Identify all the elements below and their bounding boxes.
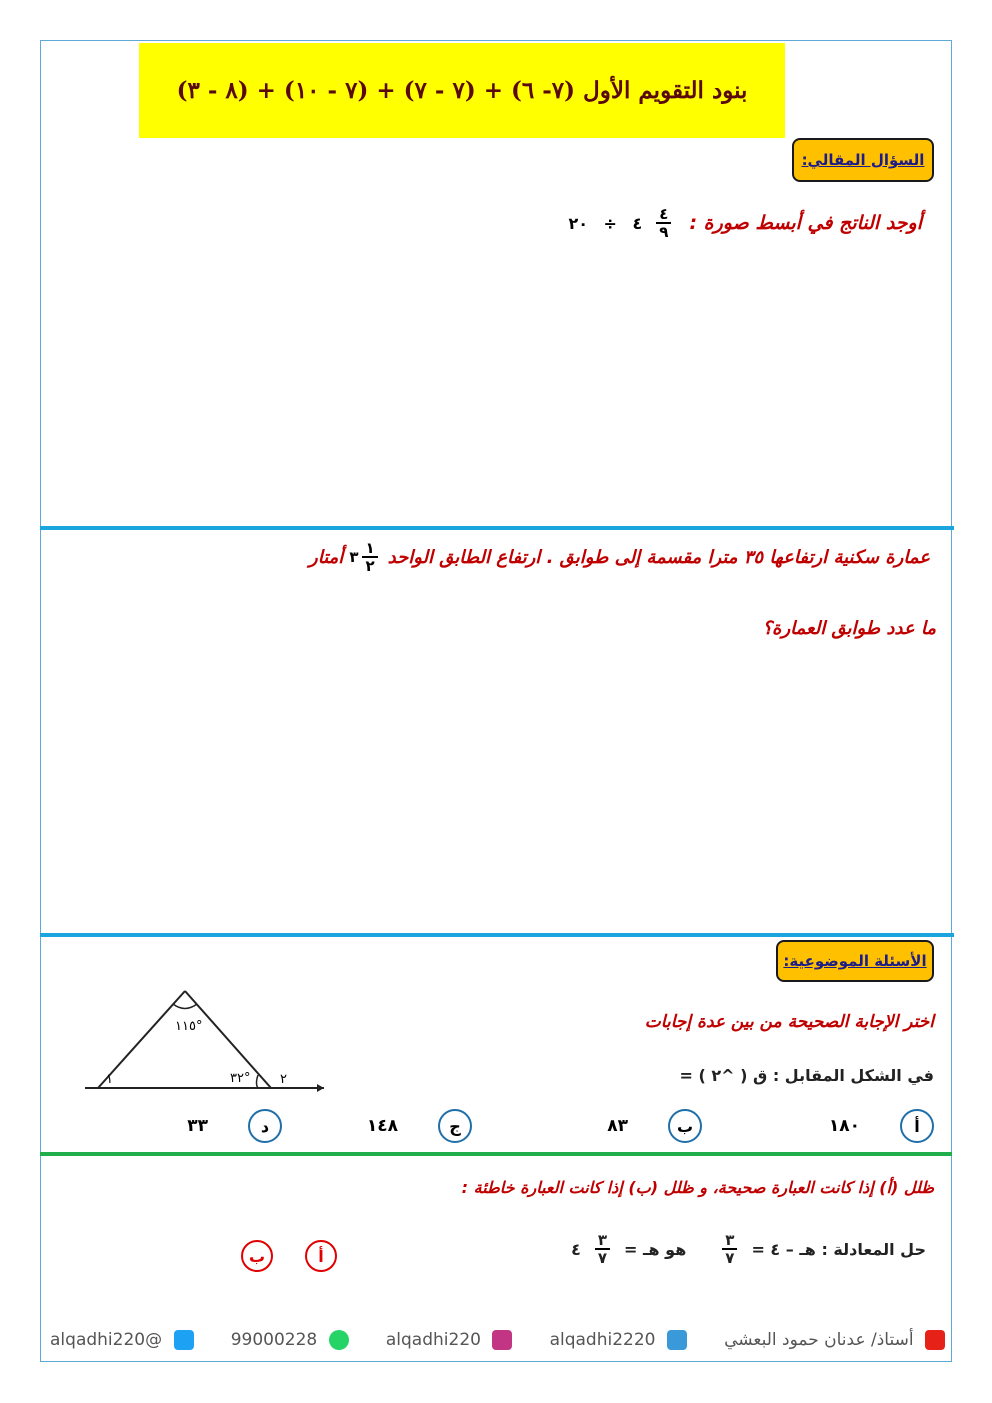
footer-twitter[interactable] bbox=[50, 1330, 194, 1350]
word-problem-fraction bbox=[362, 540, 377, 574]
tf-instruction: ظلل (أ) إذا كانت العبارة صحيحة، و ظلل (ب) إذا كانت العبارة خاطئة : bbox=[461, 1178, 934, 1197]
tf-option-true[interactable]: أ bbox=[305, 1240, 337, 1272]
choice-c-letter: ج bbox=[438, 1109, 472, 1143]
wp-frac-num: ١ bbox=[362, 540, 377, 558]
word-problem-line2: ما عدد طوابق العمارة؟ bbox=[762, 618, 936, 639]
triangle-right-side bbox=[185, 991, 271, 1088]
word-problem-mixed-number bbox=[349, 540, 381, 574]
choice-d-value: ٣٣ bbox=[187, 1116, 208, 1136]
wp-whole: ٣ bbox=[349, 548, 359, 566]
tf-frac2-den: ٧ bbox=[597, 1249, 608, 1267]
tf-question-b: هو هـ = bbox=[624, 1239, 687, 1259]
instagram-icon bbox=[492, 1330, 512, 1350]
tf-fraction-2 bbox=[595, 1232, 610, 1266]
header-banner bbox=[139, 43, 785, 138]
angle-top-label: ١١٥° bbox=[175, 1019, 203, 1034]
footer-instagram-label: alqadhi220 bbox=[385, 1330, 481, 1350]
tf-frac1-num: ٣ bbox=[722, 1232, 737, 1250]
essay-tag-label: السؤال المقالي: bbox=[801, 151, 925, 169]
objective-tag bbox=[776, 940, 934, 982]
footer-twitter-label: @alqadhi220 bbox=[50, 1330, 163, 1350]
choice-b[interactable] bbox=[607, 1108, 702, 1144]
choice-d[interactable] bbox=[187, 1108, 282, 1144]
tf-frac1-den: ٧ bbox=[725, 1249, 735, 1267]
choice-a[interactable] bbox=[829, 1108, 934, 1144]
top-angle-arc bbox=[173, 1004, 197, 1009]
choice-a-letter: أ bbox=[900, 1109, 934, 1143]
essay-prompt: أوجد الناتج في أبسط صورة : bbox=[689, 212, 922, 234]
angle-2-label: ٢ bbox=[280, 1072, 287, 1087]
essay-frac-num: ٤ bbox=[656, 206, 671, 224]
tf-question-c: ٤ bbox=[571, 1239, 581, 1259]
word-problem-text-b: أمتار bbox=[309, 546, 344, 568]
banner-title: بنود التقويم الأول (٧- ٦) + (٧ - ٧) + (٧ - ١٠) + (٨ - ٣) bbox=[176, 77, 748, 104]
essay-tag bbox=[792, 138, 934, 182]
essay-expression bbox=[568, 206, 675, 240]
essay-frac-den: ٩ bbox=[659, 223, 669, 241]
divider-2 bbox=[40, 933, 954, 937]
bottom-angle-arc bbox=[257, 1075, 259, 1088]
footer-bar bbox=[50, 1326, 945, 1354]
triangle-figure bbox=[80, 985, 330, 1095]
angle-1-label: ١ bbox=[106, 1072, 113, 1087]
tf-question bbox=[571, 1232, 926, 1266]
word-problem-line1 bbox=[50, 540, 930, 574]
footer-telegram-label: alqadhi2220 bbox=[549, 1330, 656, 1350]
word-problem-text-a: عمارة سكنية ارتفاعها ٣٥ مترا مقسمة إلى طوابق . ارتفاع الطابق الواحد bbox=[387, 546, 930, 568]
footer-whatsapp-label: 99000228 bbox=[230, 1330, 318, 1350]
youtube-icon bbox=[925, 1330, 945, 1350]
footer-youtube-label: أستاذ/ عدنان حمود البعشي bbox=[724, 1330, 914, 1350]
tf-frac2-num: ٣ bbox=[595, 1232, 610, 1250]
tf-option-false[interactable]: ب bbox=[241, 1240, 273, 1272]
choice-d-letter: د bbox=[248, 1109, 282, 1143]
choice-b-letter: ب bbox=[668, 1109, 702, 1143]
divider-3 bbox=[40, 1152, 952, 1156]
footer-whatsapp[interactable] bbox=[231, 1330, 349, 1350]
twitter-icon bbox=[174, 1330, 194, 1350]
choice-b-value: ٨٣ bbox=[607, 1116, 628, 1136]
wp-frac-den: ٢ bbox=[365, 557, 375, 575]
tf-question-a: حل المعادلة : هـ – ٤ = bbox=[751, 1239, 926, 1259]
ray-arrowhead bbox=[317, 1084, 324, 1092]
footer-youtube[interactable] bbox=[724, 1330, 945, 1350]
angle-bottom-label: ٣٢° bbox=[230, 1071, 251, 1086]
objective-question: في الشكل المقابل : ق ( ^٢ ) = bbox=[679, 1066, 934, 1085]
essay-question bbox=[568, 206, 922, 240]
footer-instagram[interactable] bbox=[386, 1330, 513, 1350]
choice-a-value: ١٨٠ bbox=[828, 1116, 860, 1136]
whatsapp-icon bbox=[329, 1330, 349, 1350]
essay-expr-rest: ٤ ÷ ٢٠ bbox=[568, 213, 643, 233]
essay-fraction bbox=[656, 206, 671, 240]
divider-1 bbox=[40, 526, 954, 530]
choice-c[interactable] bbox=[367, 1108, 472, 1144]
footer-telegram[interactable] bbox=[550, 1330, 687, 1350]
tf-fraction-1 bbox=[722, 1232, 737, 1266]
telegram-icon bbox=[667, 1330, 687, 1350]
choice-c-value: ١٤٨ bbox=[366, 1116, 398, 1136]
objective-instruction: اختر الإجابة الصحيحة من بين عدة إجابات bbox=[644, 1012, 934, 1032]
objective-tag-label: الأسئلة الموضوعية: bbox=[783, 952, 927, 970]
